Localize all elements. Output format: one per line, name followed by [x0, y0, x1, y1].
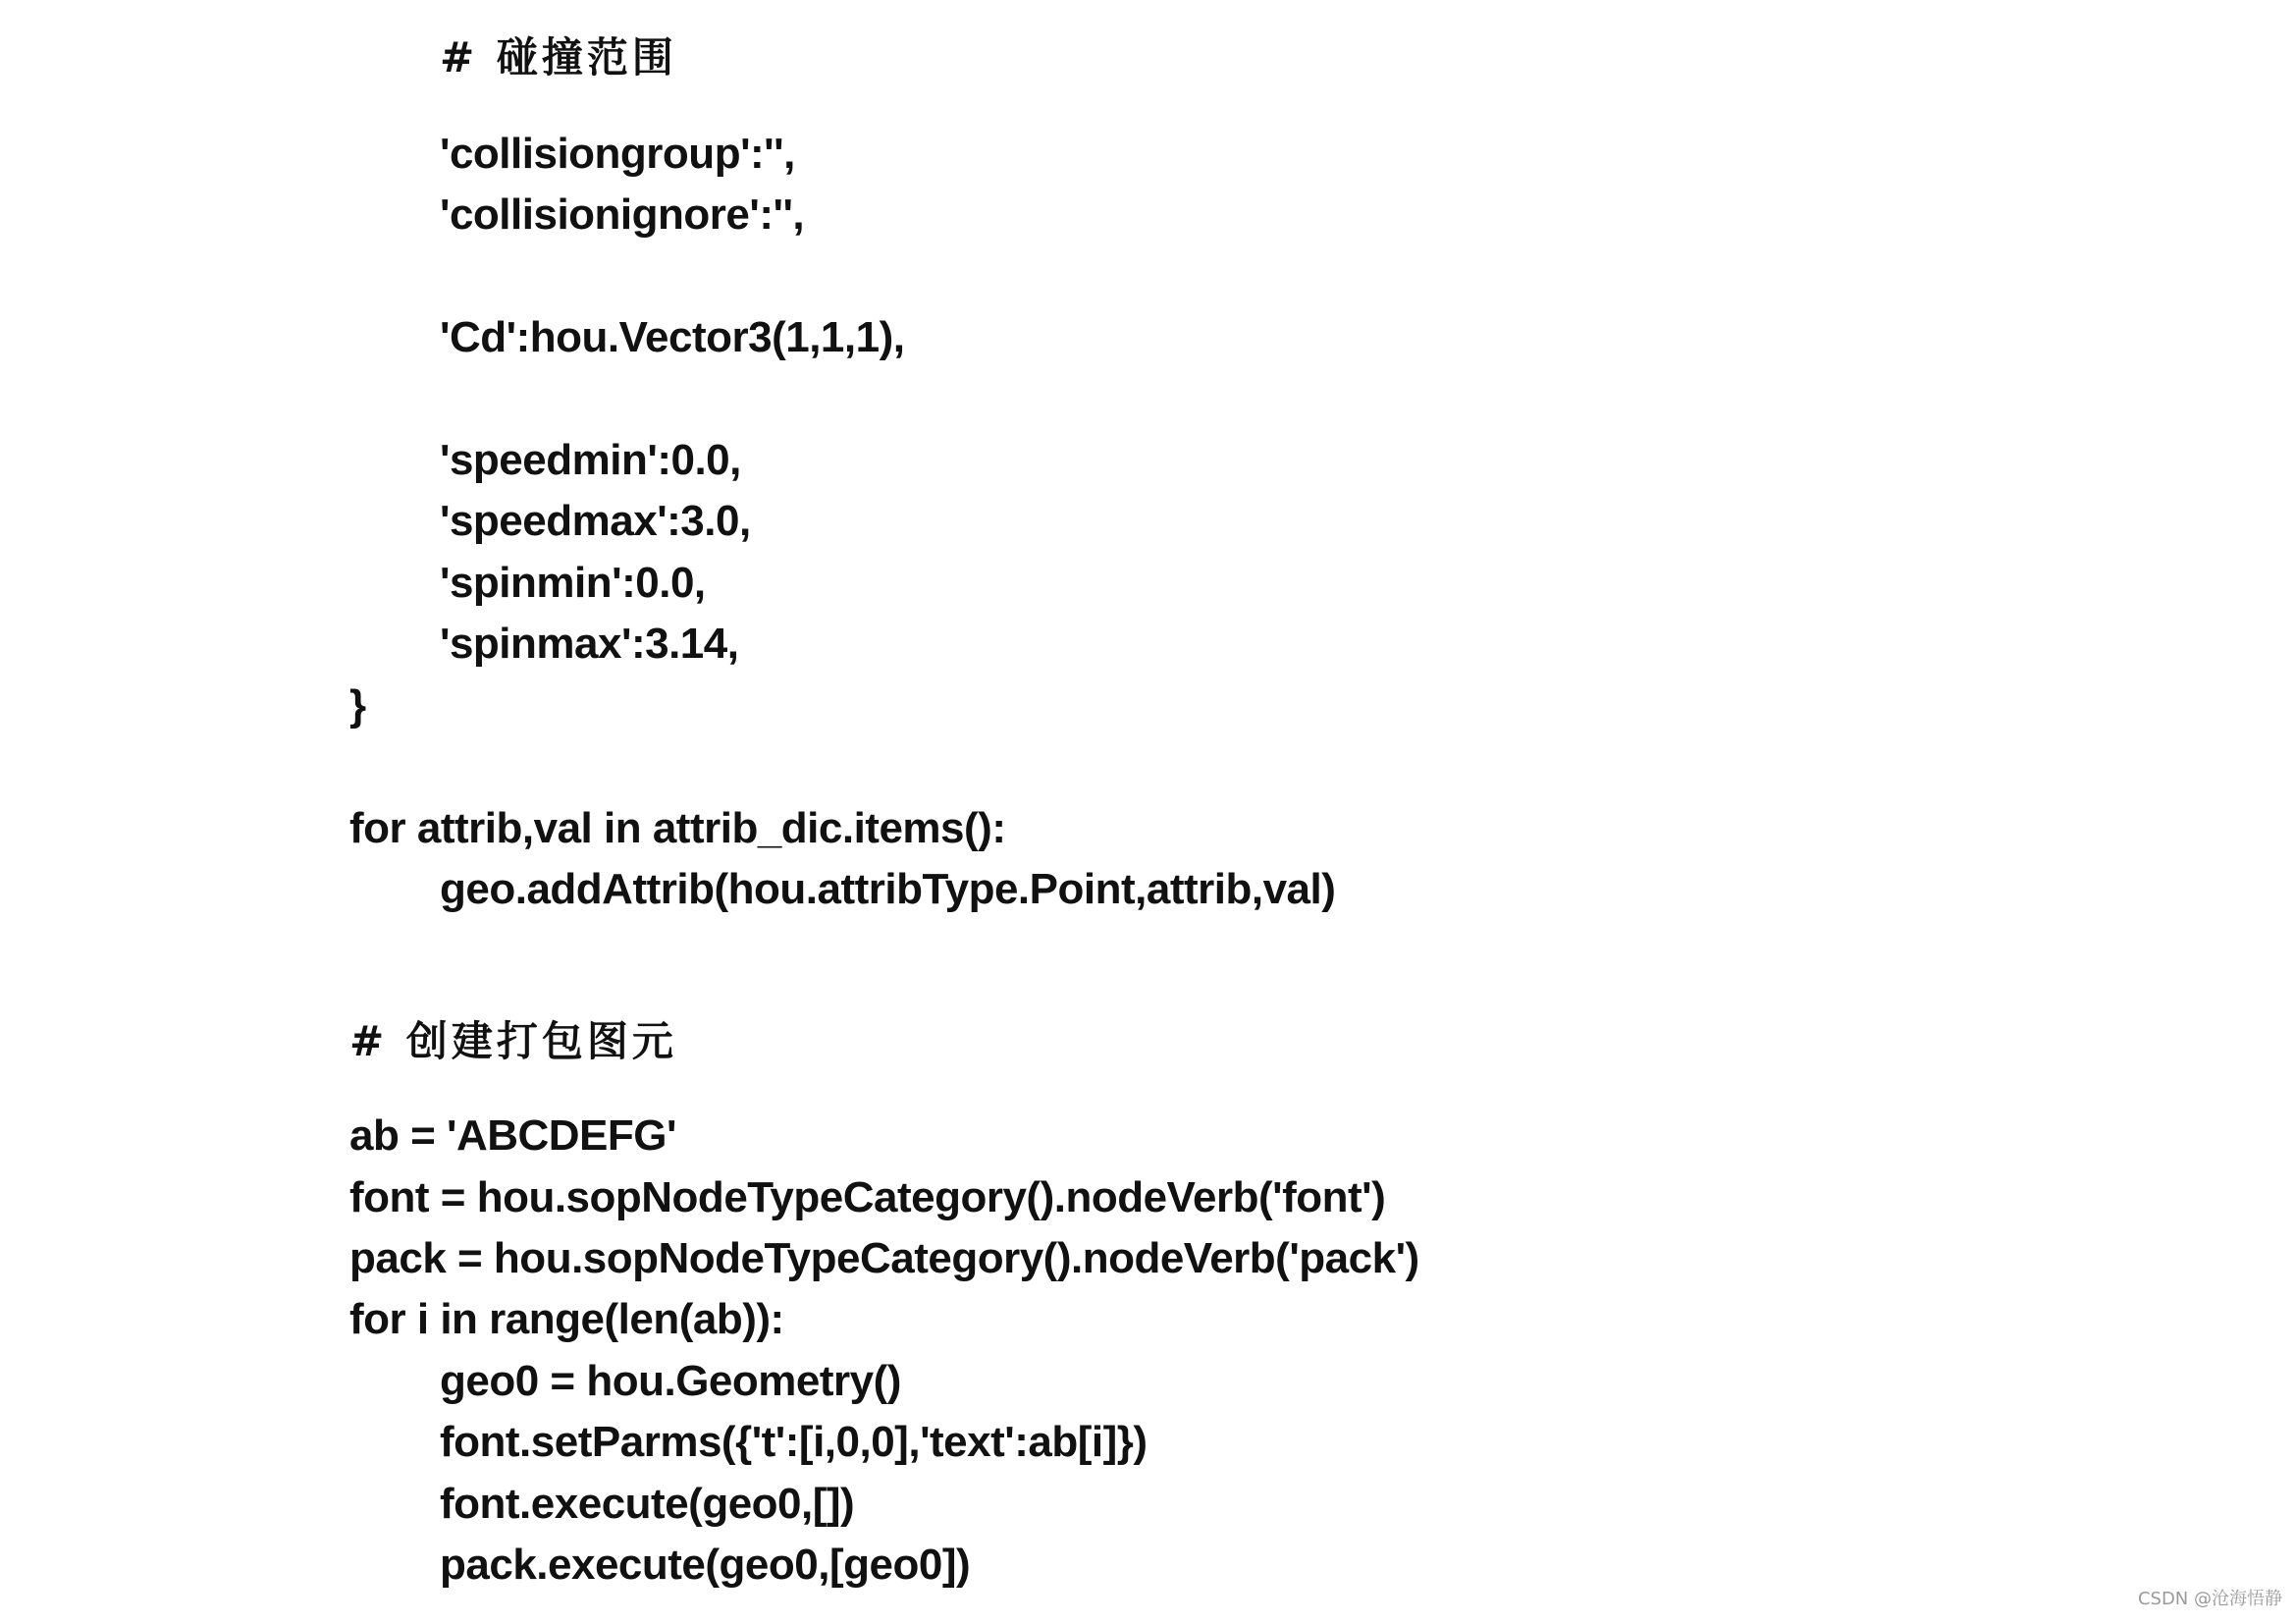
- code-line: ab = 'ABCDEFG': [349, 1111, 676, 1160]
- code-line: geo0 = hou.Geometry(): [440, 1357, 901, 1405]
- code-line: for attrib,val in attrib_dic.items():: [349, 804, 1006, 852]
- code-line: 'speedmax':3.0,: [440, 497, 751, 545]
- code-line: 'Cd':hou.Vector3(1,1,1),: [440, 313, 905, 361]
- code-line: geo.addAttrib(hou.attribType.Point,attrib,val): [440, 865, 1336, 913]
- code-line: }: [349, 681, 366, 730]
- code-line: 'spinmax':3.14,: [440, 620, 739, 668]
- code-line: 'collisionignore':'',: [440, 190, 805, 239]
- comment-line: # 碰撞范围: [440, 33, 677, 81]
- code-line: 'speedmin':0.0,: [440, 436, 741, 484]
- code-line: font = hou.sopNodeTypeCategory().nodeVerb('font'): [349, 1173, 1386, 1221]
- code-line: pack.execute(geo0,[geo0]): [440, 1541, 971, 1589]
- code-line: 'spinmin':0.0,: [440, 559, 706, 607]
- code-line: for i in range(len(ab)):: [349, 1295, 784, 1343]
- code-line: font.execute(geo0,[]): [440, 1480, 855, 1528]
- code-line: 'collisiongroup':'',: [440, 130, 795, 178]
- watermark: CSDN @沧海悟静: [2137, 1589, 2282, 1609]
- code-line: pack = hou.sopNodeTypeCategory().nodeVerb('pack'): [349, 1234, 1419, 1282]
- code-line: font.setParms({'t':[i,0,0],'text':ab[i]}): [440, 1418, 1148, 1466]
- comment-line: # 创建打包图元: [349, 1017, 677, 1065]
